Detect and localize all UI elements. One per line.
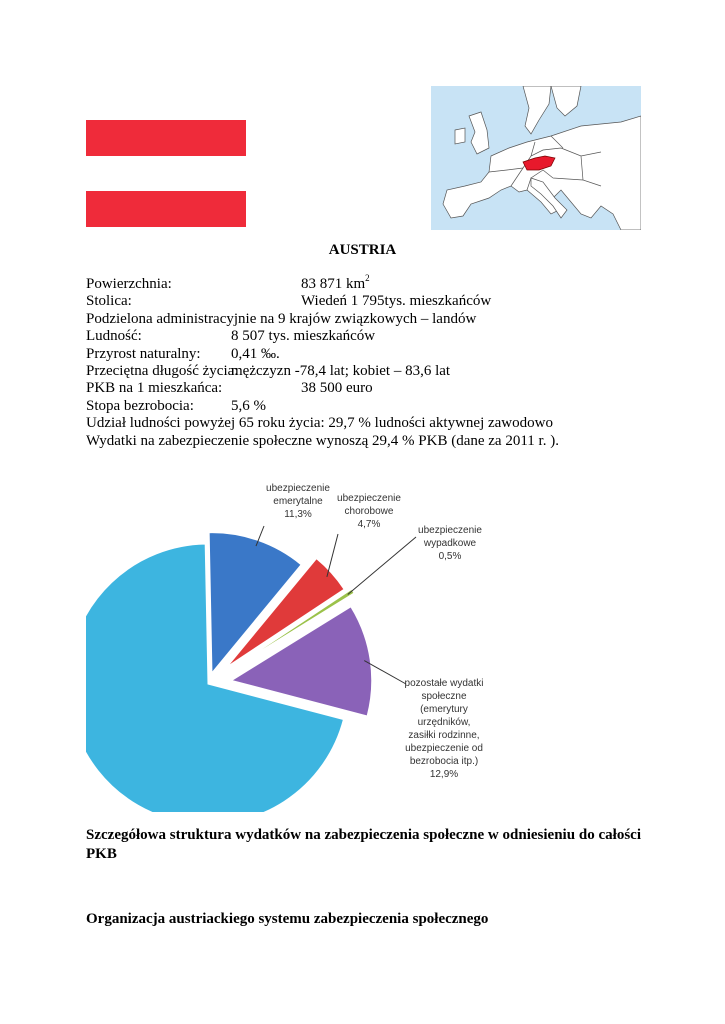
- pie-label-line: bezrobocia itp.): [409, 756, 479, 767]
- pie-label-line: ubezpieczenie: [266, 483, 330, 494]
- flag-red-band-top: [86, 120, 246, 156]
- fact-row-capital: [86, 293, 646, 310]
- fact-label: Stopa bezrobocia:: [86, 397, 194, 414]
- pie-label-line: 0,5%: [438, 551, 462, 562]
- flag-red-band-bottom: [86, 191, 246, 227]
- europe-map: [431, 86, 641, 230]
- pie-label-line: (emerytury: [420, 704, 468, 715]
- fact-value: [301, 273, 370, 293]
- map-land-ireland: [455, 128, 465, 144]
- map-land-britain: [469, 112, 489, 154]
- fact-text: Udział ludności powyżej 65 roku życia: 29,7 % ludności aktywnej zawodowo: [86, 415, 553, 432]
- fact-row-life-expectancy: [86, 363, 646, 380]
- pie-slice-label: [261, 482, 335, 521]
- pie-label-line: pozostałe wydatki: [404, 678, 484, 689]
- pie-label-line: ubezpieczenie: [337, 493, 401, 504]
- document-title: AUSTRIA: [328, 242, 397, 258]
- pie-label-line: 4,7%: [357, 519, 381, 530]
- fact-label: Stolica:: [86, 293, 132, 310]
- section-heading: Organizacja austriackiego systemu zabezpieczenia społecznego: [86, 911, 489, 927]
- pie-label-line: zasiłki rodzinne,: [408, 730, 480, 741]
- fact-row-gdp: [86, 380, 646, 397]
- pie-label-line: ubezpieczenie od: [405, 743, 483, 754]
- pie-label-line: 12,9%: [429, 769, 459, 780]
- fact-row-growth: [86, 346, 646, 363]
- pie-slice-label: [416, 524, 484, 563]
- fact-label: Ludność:: [86, 328, 142, 345]
- fact-text: Podzielona administracyjnie na 9 krajów związkowych – landów: [86, 310, 477, 327]
- pie-label-line: emerytalne: [273, 496, 323, 507]
- pie-slice-label: [396, 677, 492, 781]
- pie-label-line: społeczne: [421, 691, 467, 702]
- pie-label-line: wypadkowe: [423, 538, 477, 549]
- pie-label-line: chorobowe: [344, 506, 394, 517]
- fact-text: Wydatki na zabezpieczenie społeczne wynoszą 29,4 % PKB (dane za 2011 r. ).: [86, 433, 559, 450]
- map-land-finland: [551, 86, 581, 116]
- fact-label: Przyrost naturalny:: [86, 345, 201, 362]
- map-land-mainland: [443, 116, 641, 230]
- fact-row-division: [86, 311, 646, 328]
- fact-label: Przeciętna długość życia:: [86, 362, 239, 379]
- pie-slice-label: [332, 492, 406, 531]
- pie-chart: [86, 472, 646, 812]
- fact-value-text: 83 871 km: [301, 276, 366, 292]
- austria-flag: [86, 120, 246, 227]
- pie-label-line: urzędników,: [417, 717, 471, 728]
- country-facts: [86, 273, 646, 450]
- fact-row-area: [86, 273, 646, 293]
- chart-caption: Szczegółowa struktura wydatków na zabezpieczenia społeczne w odniesieniu do całości PKB: [86, 827, 641, 862]
- fact-value: 5,6 %: [231, 397, 266, 414]
- fact-value: 38 500 euro: [301, 380, 373, 397]
- fact-value: mężczyzn -78,4 lat; kobiet – 83,6 lat: [231, 362, 451, 379]
- pie-label-line: ubezpieczenie: [418, 525, 482, 536]
- fact-row-population: [86, 328, 646, 345]
- fact-value: 8 507 tys. mieszkańców: [231, 328, 376, 345]
- fact-value: Wiedeń 1 795tys. mieszkańców: [301, 293, 492, 310]
- fact-label: Powierzchnia:: [86, 276, 172, 292]
- pie-leader-line: [348, 537, 416, 594]
- fact-row-spending: [86, 433, 646, 450]
- europe-map-drawing: [431, 86, 641, 230]
- map-land-scandinavia: [523, 86, 551, 134]
- pie-label-line: 11,3%: [284, 509, 312, 520]
- fact-value-superscript: 2: [365, 273, 370, 283]
- pie-leader-line: [327, 534, 338, 577]
- fact-value: 0,41 ‰.: [231, 345, 280, 362]
- fact-row-elderly: [86, 415, 646, 432]
- fact-label: PKB na 1 mieszkańca:: [86, 380, 223, 397]
- fact-row-unemployment: [86, 398, 646, 415]
